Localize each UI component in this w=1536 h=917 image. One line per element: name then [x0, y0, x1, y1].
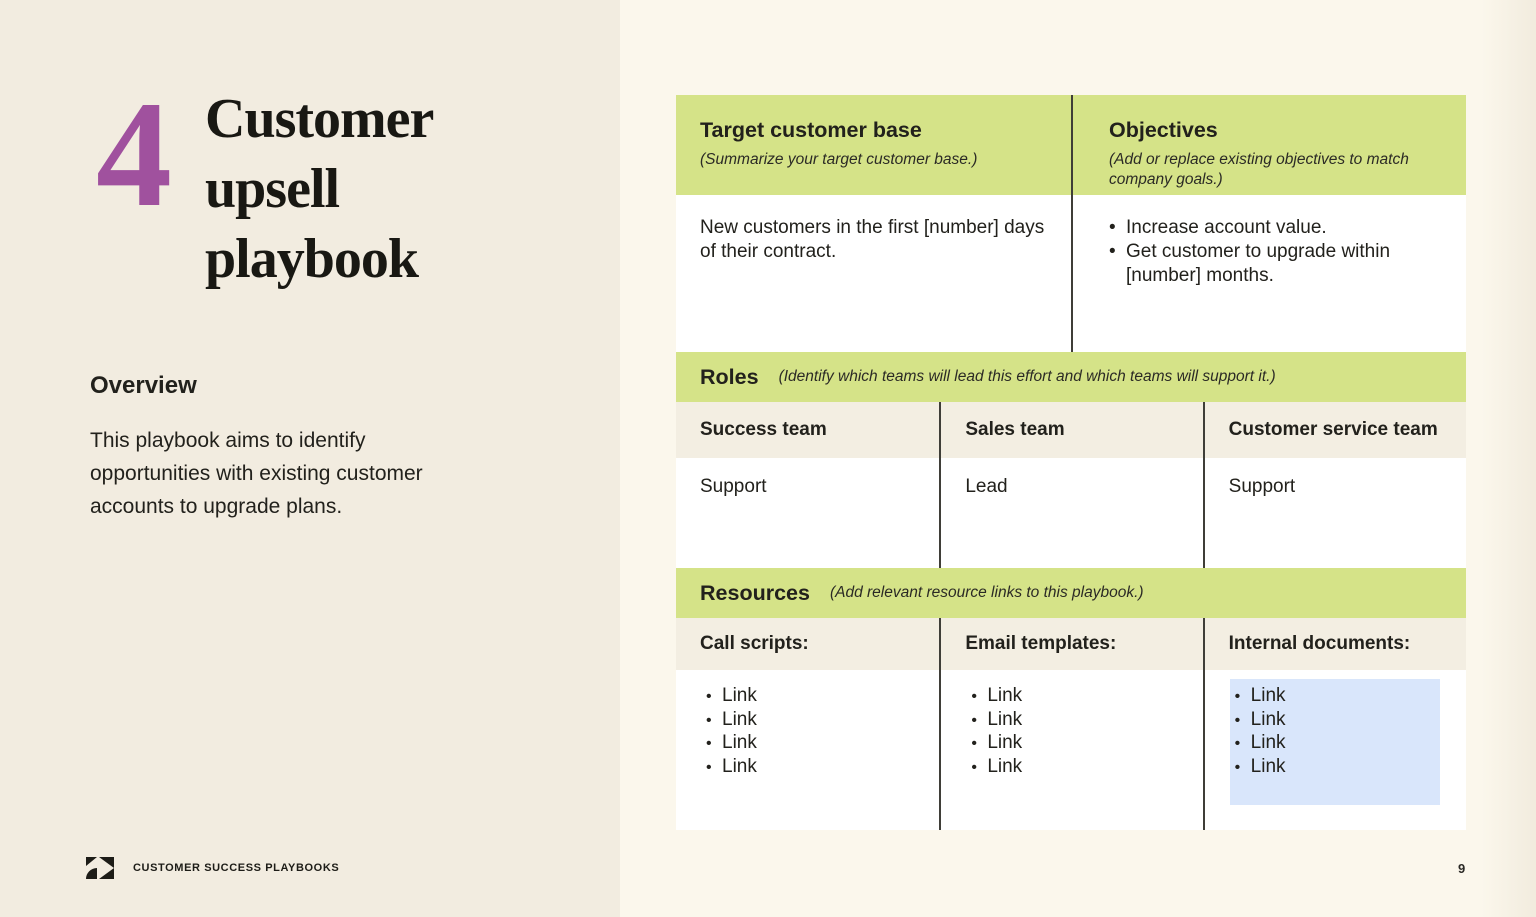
resource-link[interactable]: • Link	[971, 708, 1202, 732]
playbook-table	[676, 95, 1466, 830]
objectives-hint: (Add or replace existing objectives to match company goals.)	[1109, 151, 1409, 188]
target-customer-base-body: New customers in the first [number] days of their contract.	[676, 195, 1071, 352]
target-customer-base-heading: Target customer base	[700, 118, 922, 142]
roles-column-header: Sales team	[941, 402, 1202, 458]
resource-link[interactable]: • Link	[1235, 684, 1466, 708]
resources-column-internal-documents	[1203, 618, 1466, 830]
page-title	[205, 84, 433, 294]
objective-item: • Get customer to upgrade within [number] months.	[1109, 240, 1446, 288]
objectives-column	[1071, 95, 1466, 352]
target-customer-base-header	[676, 95, 1071, 195]
roles-section-header	[676, 352, 1466, 402]
resources-column-header: Call scripts:	[676, 618, 939, 670]
resource-link[interactable]: • Link	[706, 755, 939, 779]
objectives-header	[1073, 95, 1466, 195]
page-number: 9	[1458, 861, 1466, 876]
roles-column-value: Support	[1205, 458, 1466, 568]
roles-column-header: Customer service team	[1205, 402, 1466, 458]
roles-heading: Roles	[700, 364, 759, 389]
resource-link[interactable]: • Link	[971, 755, 1202, 779]
roles-hint: (Identify which teams will lead this effort and which teams will support it.)	[778, 368, 1276, 385]
target-objectives-section	[676, 95, 1466, 352]
zendesk-logo-icon	[84, 856, 116, 880]
target-customer-base-column	[676, 95, 1071, 352]
roles-column-value: Support	[676, 458, 939, 568]
chapter-intro-panel	[0, 0, 620, 917]
roles-column-header: Success team	[676, 402, 939, 458]
resources-heading: Resources	[700, 580, 810, 605]
resources-column-header: Email templates:	[941, 618, 1202, 670]
resource-link[interactable]: • Link	[706, 708, 939, 732]
resources-column-email-templates	[939, 618, 1202, 830]
overview-heading: Overview	[90, 372, 197, 399]
roles-column-success-team	[676, 402, 939, 568]
target-customer-base-hint: (Summarize your target customer base.)	[700, 151, 978, 168]
resource-link[interactable]: • Link	[1235, 755, 1466, 779]
resource-link[interactable]: • Link	[706, 731, 939, 755]
roles-column-value: Lead	[941, 458, 1202, 568]
page-title-line-3: playbook	[205, 228, 418, 290]
roles-columns	[676, 402, 1466, 568]
roles-column-customer-service-team	[1203, 402, 1466, 568]
resources-columns	[676, 618, 1466, 830]
resources-links-cell	[1205, 670, 1466, 830]
resources-section-header	[676, 568, 1466, 618]
resource-link[interactable]: • Link	[1235, 731, 1466, 755]
resources-column-header: Internal documents:	[1205, 618, 1466, 670]
resources-links-cell	[676, 670, 939, 830]
resources-column-call-scripts	[676, 618, 939, 830]
resource-link[interactable]: • Link	[971, 731, 1202, 755]
resource-link[interactable]: • Link	[971, 684, 1202, 708]
objective-item: • Increase account value.	[1109, 216, 1446, 240]
objectives-heading: Objectives	[1109, 118, 1218, 142]
chapter-number: 4	[96, 70, 172, 238]
page-title-line-2: upsell	[205, 158, 340, 220]
resources-hint: (Add relevant resource links to this playbook.)	[829, 584, 1144, 601]
playbook-page-panel	[620, 0, 1536, 917]
roles-column-sales-team	[939, 402, 1202, 568]
objectives-body	[1073, 195, 1466, 352]
overview-text: This playbook aims to identify opportunities with existing customer accounts to upgrade plans.	[90, 429, 423, 518]
footer	[84, 856, 339, 880]
page-title-line-1: Customer	[205, 88, 434, 150]
footer-brand-text: CUSTOMER SUCCESS PLAYBOOKS	[133, 862, 340, 874]
resource-link[interactable]: • Link	[706, 684, 939, 708]
resource-link[interactable]: • Link	[1235, 708, 1466, 732]
resources-links-cell	[941, 670, 1202, 830]
